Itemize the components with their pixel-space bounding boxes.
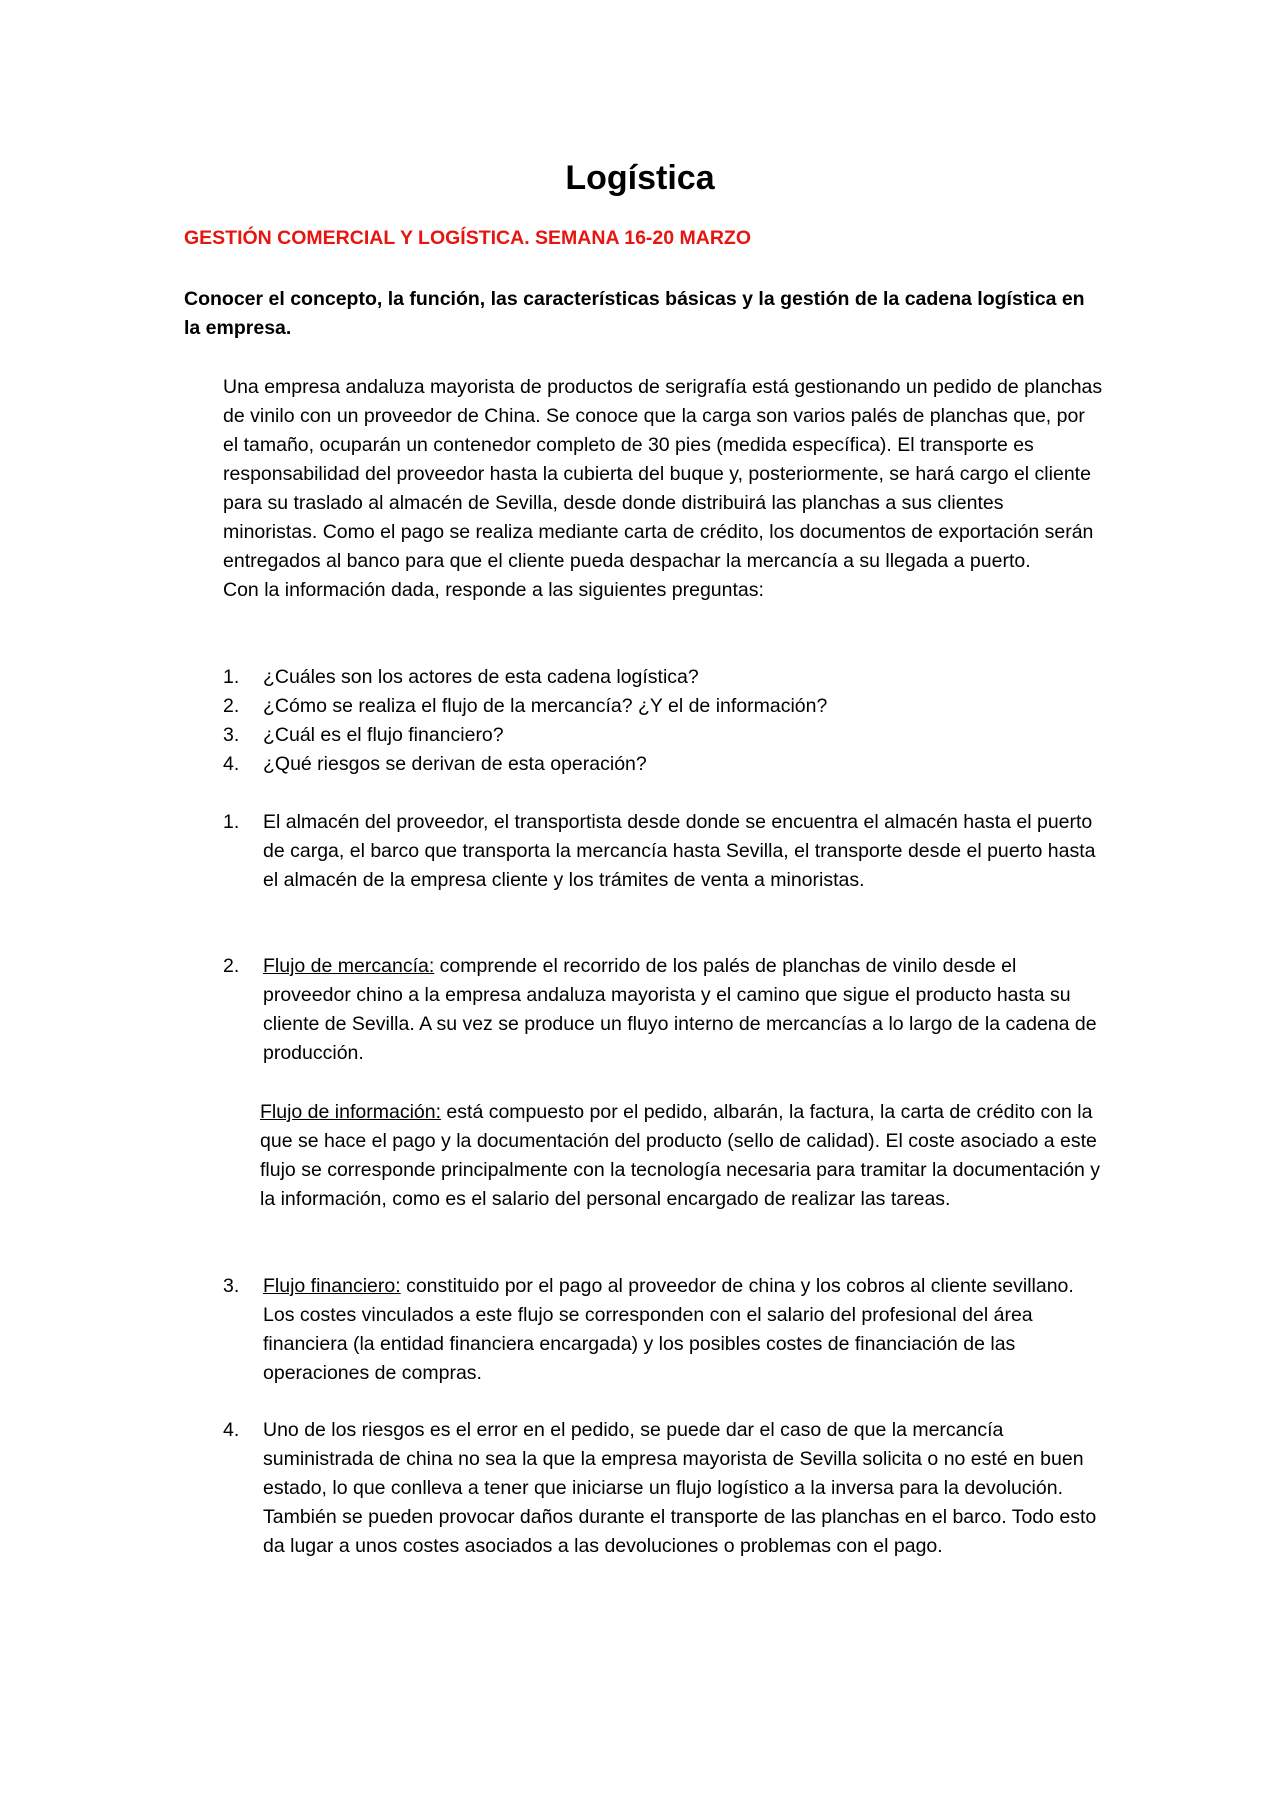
question-number: 3. (223, 724, 240, 746)
answer-2 (223, 952, 1103, 1068)
questions-list (223, 663, 1103, 779)
case-paragraph: Una empresa andaluza mayorista de productos de serigrafía está gestionando un pedido de planchas de vinilo con un proveedor de China. Se conoce que la carga son varios palés de planchas que, por el tamaño, ocuparán un contenedor completo de 30 pies (medida específica). El transporte es responsabilidad del proveedor hasta la cubierta del buque y, posteriormente, se hará cargo el cliente para su traslado al almacén de Sevilla, desde donde distribuirá las planchas a sus clientes minoristas. Como el pago se realiza mediante carta de crédito, los documentos de exportación serán entregados al banco para que el cliente pueda despachar la mercancía a su llegada a puerto. (223, 376, 1103, 572)
answer-text (263, 1272, 1103, 1388)
answer-1 (223, 808, 1103, 895)
question-item (223, 692, 1103, 721)
question-number: 4. (223, 753, 240, 775)
question-text: ¿Qué riesgos se derivan de esta operación? (263, 753, 647, 775)
answer-4 (223, 1416, 1103, 1561)
learning-objective: Conocer el concepto, la función, las características básicas y la gestión de la cadena logística en la empresa. (184, 288, 1085, 339)
question-text: ¿Cuáles son los actores de esta cadena logística? (263, 666, 699, 688)
answer-number: 3. (223, 1275, 240, 1297)
question-number: 2. (223, 695, 240, 717)
answer-text (263, 952, 1103, 1068)
answer-text: El almacén del proveedor, el transportista desde donde se encuentra el almacén hasta el puerto de carga, el barco que transporta la mercancía hasta Sevilla, el transporte desde el puerto hasta el almacén de la empresa cliente y los trámites de venta a minoristas. (263, 811, 1096, 891)
information-flow-text: está compuesto por el pedido, albarán, la factura, la carta de crédito con la que se hace el pago y la documentación del producto (sello de calidad). El coste asociado a este flujo se corresponde principalmente con la tecnología necesaria para tramitar la documentación y la información, como es el salario del personal encargado de realizar las tareas. (260, 1101, 1101, 1210)
answer-number: 2. (223, 955, 240, 977)
goods-flow-text: comprende el recorrido de los palés de planchas de vinilo desde el proveedor chino a la empresa andaluza mayorista y el camino que sigue el producto hasta su cliente de Sevilla. A su vez se produce un fluyo interno de mercancías a lo largo de la cadena de producción. (263, 955, 1097, 1064)
question-item (223, 663, 1103, 692)
financial-flow-text: constituido por el pago al proveedor de china y los cobros al cliente sevillano. Los costes vinculados a este flujo se corresponden con el salario del profesional del área financiera (la entidad financiera encargada) y los posibles costes de financiación de las operaciones de compras. (263, 1275, 1074, 1384)
answer-number: 4. (223, 1419, 240, 1441)
question-item (223, 721, 1103, 750)
section-subtitle: GESTIÓN COMERCIAL Y LOGÍSTICA. SEMANA 16-20 MARZO (184, 227, 752, 249)
answer-text: Uno de los riesgos es el error en el pedido, se puede dar el caso de que la mercancía suministrada de china no sea la que la empresa mayorista de Sevilla solicita o no esté en buen estado, lo que conlleva a tener que iniciarse un flujo logístico a la inversa para la devolución. También se pueden provocar daños durante el transporte de las planchas en el barco. Todo esto da lugar a unos costes asociados a las devoluciones o problemas con el pago. (263, 1419, 1097, 1557)
question-number: 1. (223, 666, 240, 688)
goods-flow-label: Flujo de mercancía: (263, 955, 435, 977)
answer-3 (223, 1272, 1103, 1388)
answer-number: 1. (223, 811, 240, 833)
question-text: ¿Cómo se realiza el flujo de la mercancía? ¿Y el de información? (263, 695, 828, 717)
document-title: Logística (565, 159, 715, 197)
case-statement (223, 373, 1103, 605)
question-item (223, 750, 1103, 779)
financial-flow-label: Flujo financiero: (263, 1275, 401, 1297)
questions-prompt: Con la información dada, responde a las siguientes preguntas: (223, 579, 764, 601)
information-flow-label: Flujo de información: (260, 1101, 442, 1123)
question-text: ¿Cuál es el flujo financiero? (263, 724, 504, 746)
information-flow-paragraph (260, 1098, 1105, 1214)
